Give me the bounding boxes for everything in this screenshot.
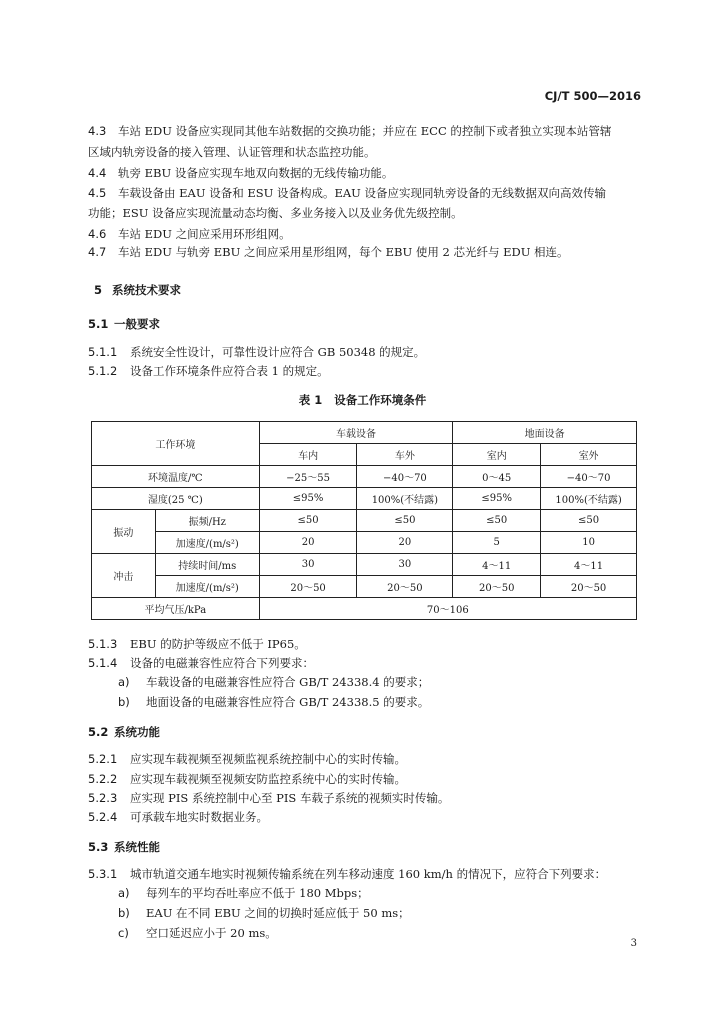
cell: 100%(不结露): [357, 488, 453, 510]
header-out-room: 室外: [541, 444, 637, 466]
group-vibration: 振动: [92, 510, 156, 554]
paragraph-5-1-4-b: b) 地面设备的电磁兼容性应符合 GB/T 24338.5 的要求。: [118, 695, 430, 709]
cell: ≤50: [357, 510, 453, 532]
paragraph-5-3-1-b: b) EAU 在不同 EBU 之间的切换时延应低于 50 ms；: [118, 906, 410, 920]
header-vehicle: 车载设备: [259, 422, 453, 444]
table-row: [92, 576, 637, 598]
section-5-1-heading: 5.1 一般要求: [88, 317, 160, 331]
row-label: 加速度/(m/s²): [155, 532, 259, 554]
table-row: [92, 510, 637, 532]
cell: 20～50: [259, 576, 357, 598]
cell: ≤95%: [453, 488, 541, 510]
group-shock: 冲击: [92, 554, 156, 598]
header-in-vehicle: 车内: [259, 444, 357, 466]
section-5-3-heading: 5.3 系统性能: [88, 840, 160, 854]
standard-code: CJ/T 500—2016: [544, 89, 641, 103]
cell: ≤50: [453, 510, 541, 532]
cell: ≤95%: [259, 488, 357, 510]
paragraph-5-1-4-a: a) 车载设备的电磁兼容性应符合 GB/T 24338.4 的要求；: [118, 675, 430, 689]
cell: 20: [357, 532, 453, 554]
header-ground: 地面设备: [453, 422, 637, 444]
cell: 4～11: [541, 554, 637, 576]
cell: 20: [259, 532, 357, 554]
header-env: 工作环境: [92, 422, 260, 466]
table-header-row: [92, 422, 637, 444]
cell: 30: [357, 554, 453, 576]
cell: 20～50: [357, 576, 453, 598]
cell: 5: [453, 532, 541, 554]
paragraph-4-4: 4.4 轨旁 EBU 设备应实现车地双向数据的无线传输功能。: [88, 166, 394, 180]
paragraph-5-1-2: 5.1.2 设备工作环境条件应符合表 1 的规定。: [88, 364, 329, 378]
cell: 100%(不结露): [541, 488, 637, 510]
paragraph-4-3-cont: 区域内轨旁设备的接入管理、认证管理和状态监控功能。: [88, 145, 376, 159]
paragraph-4-5: 4.5 车载设备由 EAU 设备和 ESU 设备构成。EAU 设备应实现同轨旁设备的无线数据双向高效传输: [88, 186, 607, 200]
cell: ≤50: [259, 510, 357, 532]
header-in-room: 室内: [453, 444, 541, 466]
row-label: 环境温度/℃: [92, 466, 260, 488]
table-row: [92, 532, 637, 554]
row-label: 加速度/(m/s²): [155, 576, 259, 598]
paragraph-5-2-4: 5.2.4 可承载车地实时数据业务。: [88, 810, 268, 824]
table-row: [92, 488, 637, 510]
cell: 20～50: [453, 576, 541, 598]
table-1-caption: 表 1 设备工作环境条件: [298, 393, 427, 407]
header-out-vehicle: 车外: [357, 444, 453, 466]
cell: 10: [541, 532, 637, 554]
paragraph-5-2-2: 5.2.2 应实现车载视频至视频安防监控系统中心的实时传输。: [88, 772, 406, 786]
paragraph-4-7: 4.7 车站 EDU 与轨旁 EBU 之间应采用星形组网，每个 EBU 使用 2 芯光纤与 EDU 相连。: [88, 245, 569, 259]
row-label: 持续时间/ms: [155, 554, 259, 576]
environment-conditions-table: [91, 421, 637, 620]
cell: 20～50: [541, 576, 637, 598]
section-5-2-heading: 5.2 系统功能: [88, 725, 160, 739]
page-number: 3: [630, 938, 637, 949]
cell: −25～55: [259, 466, 357, 488]
table-row: [92, 466, 637, 488]
cell: −40～70: [357, 466, 453, 488]
paragraph-5-1-1: 5.1.1 系统安全性设计，可靠性设计应符合 GB 50348 的规定。: [88, 345, 426, 359]
paragraph-5-2-3: 5.2.3 应实现 PIS 系统控制中心至 PIS 车载子系统的视频实时传输。: [88, 791, 450, 805]
row-label: 平均气压/kPa: [92, 598, 260, 620]
paragraph-4-6: 4.6 车站 EDU 之间应采用环形组网。: [88, 227, 291, 241]
paragraph-4-5-cont: 功能；ESU 设备应实现流量动态均衡、多业务接入以及业务优先级控制。: [88, 206, 463, 220]
paragraph-5-1-3: 5.1.3 EBU 的防护等级应不低于 IP65。: [88, 637, 306, 651]
cell: 4～11: [453, 554, 541, 576]
paragraph-5-2-1: 5.2.1 应实现车载视频至视频监视系统控制中心的实时传输。: [88, 752, 406, 766]
row-label: 振频/Hz: [155, 510, 259, 532]
cell: 0～45: [453, 466, 541, 488]
section-5-heading: 5 系统技术要求: [94, 283, 181, 297]
cell: 30: [259, 554, 357, 576]
paragraph-5-3-1-a: a) 每列车的平均吞吐率应不低于 180 Mbps；: [118, 886, 369, 900]
paragraph-5-1-4: 5.1.4 设备的电磁兼容性应符合下列要求：: [88, 656, 314, 670]
row-label: 湿度(25 ℃): [92, 488, 260, 510]
cell: ≤50: [541, 510, 637, 532]
paragraph-4-3: 4.3 车站 EDU 设备应实现同其他车站数据的交换功能；并应在 ECC 的控制下或者独立实现本站管辖: [88, 124, 612, 138]
table-row: [92, 554, 637, 576]
paragraph-5-3-1-c: c) 空口延迟应小于 20 ms。: [118, 926, 277, 940]
table-row: [92, 598, 637, 620]
paragraph-5-3-1: 5.3.1 城市轨道交通车地实时视频传输系统在列车移动速度 160 km/h 的情况下，应符合下列要求：: [88, 867, 607, 881]
cell: −40～70: [541, 466, 637, 488]
cell: 70～106: [259, 598, 636, 620]
